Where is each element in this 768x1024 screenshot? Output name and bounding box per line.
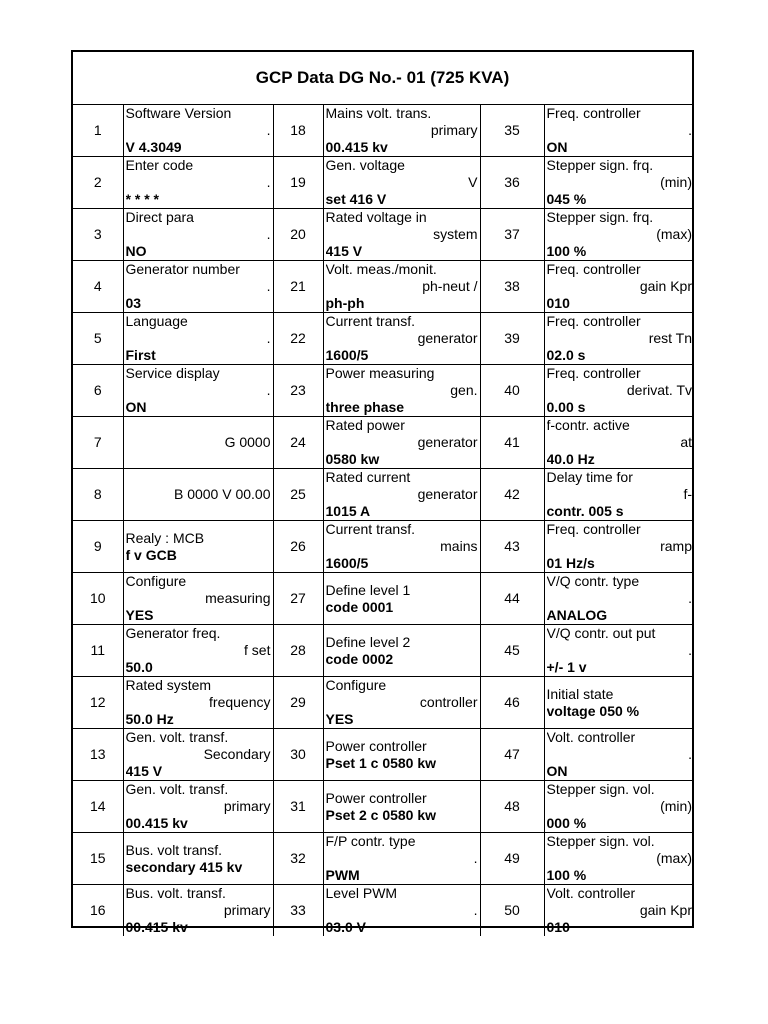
parameter-label: Language	[125, 313, 188, 330]
table-row	[73, 417, 694, 469]
parameter-sublabel: derivat. Tv	[626, 382, 692, 399]
parameter-value: ANALOG	[546, 607, 608, 624]
parameter-value: ph-ph	[325, 295, 365, 312]
parameter-cell	[123, 729, 273, 781]
parameter-value: 00.415 kv	[125, 815, 188, 832]
parameter-value: 50.0	[125, 711, 153, 728]
parameter-cell	[123, 469, 273, 521]
parameter-number: 27	[273, 573, 323, 625]
parameter-value: 1600/5	[325, 347, 369, 364]
parameter-sublabel: .	[473, 902, 478, 919]
parameter-value-extra: c 0580 kw	[370, 754, 437, 771]
parameter-cell	[123, 781, 273, 833]
parameter-number: 5	[73, 313, 123, 365]
parameter-cell	[323, 469, 480, 521]
table-row	[73, 365, 694, 417]
parameter-number: 47	[480, 729, 544, 781]
parameter-value-extra: 0001	[362, 598, 394, 615]
parameter-label: V/Q contr. type	[546, 573, 640, 590]
parameter-value-extra: * *	[144, 191, 159, 208]
parameter-cell	[123, 417, 273, 469]
parameter-cell	[323, 885, 480, 937]
parameter-value: 01 Hz/s	[546, 555, 595, 572]
parameter-number: 24	[273, 417, 323, 469]
parameter-sublabel: .	[266, 382, 271, 399]
parameter-number: 4	[73, 261, 123, 313]
parameter-sublabel: system	[433, 226, 478, 243]
parameter-sublabel: primary	[430, 122, 478, 139]
parameter-table	[73, 105, 694, 936]
parameter-label: Define level 2	[325, 633, 411, 650]
parameter-cell	[123, 885, 273, 937]
parameter-label: Freq. controller	[546, 105, 641, 122]
parameter-number: 10	[73, 573, 123, 625]
parameter-cell	[123, 833, 273, 885]
parameter-sublabel: G 0000	[224, 434, 271, 451]
parameter-label: Gen. voltage	[325, 157, 405, 174]
parameter-number: 41	[480, 417, 544, 469]
parameter-cell	[323, 313, 480, 365]
parameter-number: 15	[73, 833, 123, 885]
table-row	[73, 313, 694, 365]
parameter-value: 045 %	[546, 191, 587, 208]
parameter-value: ON	[546, 763, 568, 780]
parameter-value: voltage	[546, 702, 596, 719]
parameter-value: three	[325, 399, 360, 416]
parameter-sublabel: at	[680, 434, 692, 451]
parameter-label: Power measuring	[325, 365, 435, 382]
parameter-value: 415 V	[125, 763, 163, 780]
parameter-cell	[544, 417, 694, 469]
parameter-value: 03	[125, 295, 142, 312]
parameter-cell	[544, 157, 694, 209]
parameter-sublabel: rest Tn	[648, 330, 692, 347]
parameter-cell	[323, 365, 480, 417]
parameter-sublabel: controller	[419, 694, 478, 711]
parameter-number: 20	[273, 209, 323, 261]
parameter-number: 13	[73, 729, 123, 781]
parameter-cell	[123, 365, 273, 417]
parameter-number: 37	[480, 209, 544, 261]
parameter-cell	[323, 729, 480, 781]
parameter-sublabel: .	[688, 642, 692, 659]
parameter-label: F/P contr. type	[325, 833, 416, 850]
parameter-value: 100 %	[546, 243, 587, 260]
parameter-label: Volt. controller	[546, 729, 636, 746]
parameter-number: 25	[273, 469, 323, 521]
parameter-label: Service display	[125, 365, 220, 382]
parameter-cell	[544, 677, 694, 729]
parameter-value: 00.415 kv	[125, 919, 188, 936]
parameter-sublabel: generator	[417, 330, 478, 347]
table-row	[73, 625, 694, 677]
parameter-label: Configure	[125, 573, 187, 590]
table-row	[73, 105, 694, 157]
parameter-number: 50	[480, 885, 544, 937]
parameter-value: First	[125, 347, 156, 364]
parameter-number: 32	[273, 833, 323, 885]
parameter-cell	[323, 105, 480, 157]
parameter-value: set	[325, 191, 346, 208]
parameter-value: 010	[546, 919, 570, 936]
parameter-cell	[323, 833, 480, 885]
parameter-number: 35	[480, 105, 544, 157]
parameter-number: 36	[480, 157, 544, 209]
parameter-cell	[544, 365, 694, 417]
parameter-value-extra: c 0580 kw	[370, 806, 437, 823]
parameter-number: 44	[480, 573, 544, 625]
parameter-value: 100 %	[546, 867, 587, 884]
parameter-label: Configure	[325, 677, 387, 694]
parameter-sublabel: Secondary	[203, 746, 271, 763]
parameter-number: 39	[480, 313, 544, 365]
parameter-value-extra: 415 kv	[199, 858, 243, 875]
parameter-sublabel: generator	[417, 434, 478, 451]
parameter-label: Generator freq.	[125, 625, 221, 642]
parameter-sublabel: .	[266, 174, 271, 191]
sheet-title: GCP Data DG No.- 01 (725 KVA)	[73, 52, 692, 105]
parameter-cell	[323, 781, 480, 833]
parameter-number: 12	[73, 677, 123, 729]
parameter-number: 1	[73, 105, 123, 157]
parameter-number: 33	[273, 885, 323, 937]
parameter-value-extra: 050 %	[599, 702, 640, 719]
parameter-cell	[544, 729, 694, 781]
parameter-label: Stepper sign. vol.	[546, 833, 655, 850]
parameter-value-extra: 416 V	[349, 191, 387, 208]
parameter-label: Bus. volt transf.	[125, 841, 222, 858]
parameter-sublabel: .	[266, 330, 271, 347]
parameter-sublabel: f-	[683, 486, 692, 503]
parameter-sublabel: f set	[244, 642, 271, 659]
parameter-sublabel: ramp	[660, 538, 692, 555]
parameter-cell	[123, 625, 273, 677]
parameter-value: contr.	[546, 503, 585, 520]
parameter-label: Freq. controller	[546, 313, 641, 330]
parameter-cell	[544, 833, 694, 885]
parameter-value-extra: Hz	[156, 711, 174, 728]
parameter-number: 7	[73, 417, 123, 469]
parameter-number: 16	[73, 885, 123, 937]
parameter-label: Freq. controller	[546, 521, 641, 538]
parameter-sublabel: .	[266, 122, 271, 139]
parameter-number: 21	[273, 261, 323, 313]
table-row	[73, 729, 694, 781]
parameter-label: Enter code	[125, 157, 194, 174]
table-row	[73, 521, 694, 573]
parameter-value: ON	[125, 399, 147, 416]
parameter-cell	[323, 625, 480, 677]
parameter-value: YES	[325, 711, 354, 728]
parameter-label: Freq. controller	[546, 261, 641, 278]
parameter-number: 31	[273, 781, 323, 833]
parameter-sublabel: B 0000 V 00.00	[173, 486, 271, 503]
parameter-label: Power controller	[325, 737, 427, 754]
parameter-cell	[123, 521, 273, 573]
parameter-number: 3	[73, 209, 123, 261]
parameter-cell	[544, 573, 694, 625]
parameter-number: 26	[273, 521, 323, 573]
parameter-sublabel: primary	[223, 902, 271, 919]
table-row	[73, 781, 694, 833]
parameter-sublabel: mains	[440, 538, 478, 555]
parameter-label: Rated current	[325, 469, 411, 486]
parameter-value: 50.0	[125, 659, 153, 676]
parameter-sublabel: .	[688, 122, 692, 139]
parameter-sublabel: .	[688, 590, 692, 607]
parameter-cell	[123, 261, 273, 313]
parameter-label: Power controller	[325, 789, 427, 806]
parameter-value: 00.415 kv	[325, 139, 388, 156]
parameter-number: 49	[480, 833, 544, 885]
parameter-cell	[123, 573, 273, 625]
parameter-value: YES	[125, 607, 154, 624]
parameter-value: code	[325, 650, 359, 667]
parameter-number: 43	[480, 521, 544, 573]
parameter-cell	[123, 313, 273, 365]
parameter-value: 1015 A	[325, 503, 371, 520]
parameter-label: Initial state	[546, 685, 614, 702]
parameter-label: Current transf.	[325, 313, 415, 330]
parameter-sublabel: gain Kpr	[639, 902, 692, 919]
parameter-cell	[544, 105, 694, 157]
parameter-value: 02.0 s	[546, 347, 586, 364]
parameter-number: 8	[73, 469, 123, 521]
parameter-number: 9	[73, 521, 123, 573]
parameter-value-extra: phase	[363, 399, 405, 416]
table-row	[73, 833, 694, 885]
parameter-cell	[544, 885, 694, 937]
parameter-label: Rated system	[125, 677, 212, 694]
parameter-sublabel: gen.	[450, 382, 478, 399]
parameter-label: f-contr. active	[546, 417, 630, 434]
table-row	[73, 885, 694, 937]
parameter-label: Rated voltage in	[325, 209, 427, 226]
parameter-cell	[323, 417, 480, 469]
parameter-label: Level PWM	[325, 885, 398, 902]
parameter-sublabel: .	[688, 746, 692, 763]
parameter-cell	[544, 313, 694, 365]
parameter-number: 29	[273, 677, 323, 729]
parameter-number: 46	[480, 677, 544, 729]
parameter-value-extra: 0002	[362, 650, 394, 667]
parameter-label: Gen. volt. transf.	[125, 781, 229, 798]
parameter-value: 40.0 Hz	[546, 451, 595, 468]
parameter-value: * *	[125, 191, 141, 208]
parameter-cell	[544, 469, 694, 521]
parameter-label: Generator number	[125, 261, 240, 278]
parameter-value: ON	[546, 139, 568, 156]
parameter-cell	[544, 625, 694, 677]
parameter-label: Realy : MCB	[125, 529, 205, 546]
table-row	[73, 573, 694, 625]
parameter-value-extra: 005 s	[588, 503, 624, 520]
parameter-number: 28	[273, 625, 323, 677]
parameter-number: 14	[73, 781, 123, 833]
parameter-number: 40	[480, 365, 544, 417]
parameter-label: Bus. volt. transf.	[125, 885, 226, 902]
parameter-cell	[323, 157, 480, 209]
parameter-value: Pset 2	[325, 806, 367, 823]
parameter-label: Stepper sign. frq.	[546, 157, 654, 174]
parameter-sublabel: generator	[417, 486, 478, 503]
parameter-cell	[544, 781, 694, 833]
parameter-sublabel: frequency	[209, 694, 271, 711]
parameter-cell	[323, 261, 480, 313]
parameter-value: V	[125, 139, 135, 156]
parameter-cell	[123, 157, 273, 209]
parameter-number: 6	[73, 365, 123, 417]
parameter-value: NO	[125, 243, 147, 260]
table-row	[73, 677, 694, 729]
parameter-value: 0580 kw	[325, 451, 380, 468]
parameter-value: 010	[546, 295, 570, 312]
parameter-sublabel: gain Kpr	[639, 278, 692, 295]
parameter-value: PWM	[325, 867, 360, 884]
parameter-value: 1600/5	[325, 555, 369, 572]
parameter-label: Current transf.	[325, 521, 415, 538]
parameter-label: Gen. volt. transf.	[125, 729, 229, 746]
parameter-cell	[123, 105, 273, 157]
parameter-label: Volt. controller	[546, 885, 636, 902]
parameter-value: Pset 1	[325, 754, 367, 771]
parameter-label: Stepper sign. vol.	[546, 781, 655, 798]
parameter-label: Define level 1	[325, 581, 411, 598]
parameter-number: 45	[480, 625, 544, 677]
parameter-cell	[323, 521, 480, 573]
parameter-cell	[323, 677, 480, 729]
parameter-number: 23	[273, 365, 323, 417]
parameter-label: Delay time for	[546, 469, 633, 486]
parameter-value: f v GCB	[125, 546, 177, 563]
parameter-sublabel: (max)	[656, 850, 692, 867]
parameter-label: Stepper sign. frq.	[546, 209, 654, 226]
parameter-label: Direct para	[125, 209, 194, 226]
parameter-value-extra: 4.3049	[138, 139, 182, 156]
parameter-label: Volt. meas./monit.	[325, 261, 437, 278]
parameter-number: 19	[273, 157, 323, 209]
parameter-sublabel: .	[266, 278, 271, 295]
parameter-number: 22	[273, 313, 323, 365]
parameter-value: +/- 1 v	[546, 659, 587, 676]
parameter-number: 18	[273, 105, 323, 157]
parameter-cell	[123, 677, 273, 729]
parameter-sublabel: measuring	[205, 590, 271, 607]
gcp-data-sheet	[71, 50, 694, 936]
parameter-label: Mains volt. trans.	[325, 105, 432, 122]
parameter-number: 11	[73, 625, 123, 677]
parameter-sublabel: ph-neut /	[422, 278, 478, 295]
table-row	[73, 469, 694, 521]
parameter-cell	[323, 573, 480, 625]
parameter-sublabel: V	[468, 174, 478, 191]
parameter-sublabel: .	[266, 226, 271, 243]
parameter-number: 48	[480, 781, 544, 833]
parameter-cell	[544, 209, 694, 261]
parameter-value: 415 V	[325, 243, 363, 260]
parameter-label: Freq. controller	[546, 365, 641, 382]
parameter-number: 38	[480, 261, 544, 313]
parameter-sublabel: (min)	[660, 174, 692, 191]
parameter-cell	[544, 261, 694, 313]
parameter-value: 03.0 V	[325, 919, 366, 936]
parameter-sublabel: (min)	[660, 798, 692, 815]
parameter-number: 42	[480, 469, 544, 521]
table-row	[73, 157, 694, 209]
parameter-sublabel: (max)	[656, 226, 692, 243]
parameter-sublabel: primary	[223, 798, 271, 815]
parameter-value: 000 %	[546, 815, 587, 832]
parameter-sublabel: .	[473, 850, 478, 867]
parameter-label: Rated power	[325, 417, 405, 434]
table-row	[73, 209, 694, 261]
parameter-number: 30	[273, 729, 323, 781]
parameter-number: 2	[73, 157, 123, 209]
parameter-cell	[323, 209, 480, 261]
parameter-cell	[544, 521, 694, 573]
parameter-value: 0.00 s	[546, 399, 586, 416]
parameter-value: secondary	[125, 858, 196, 875]
table-row	[73, 261, 694, 313]
parameter-label: Software Version	[125, 105, 232, 122]
parameter-value: code	[325, 598, 359, 615]
parameter-label: V/Q contr. out put	[546, 625, 656, 642]
parameter-cell	[123, 209, 273, 261]
